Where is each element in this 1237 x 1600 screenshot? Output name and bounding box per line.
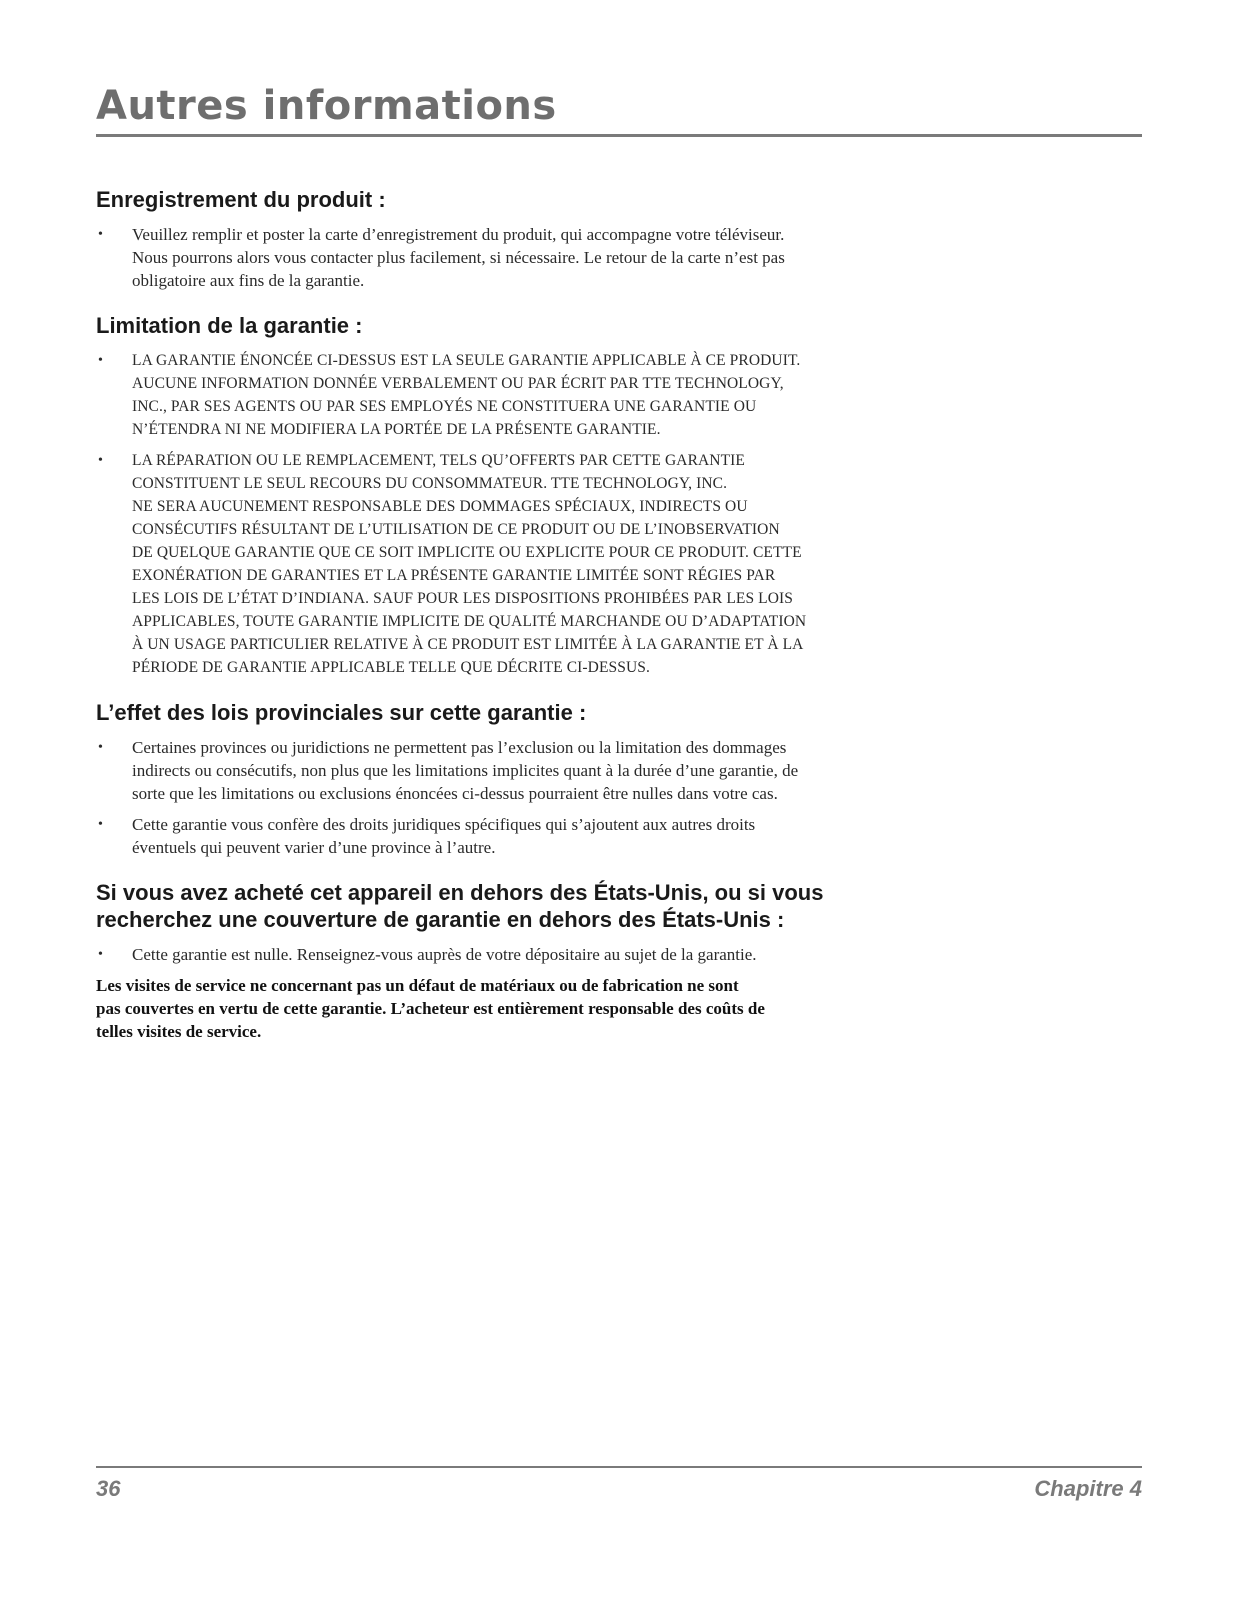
bullet-list [96,349,1056,679]
list-item-text: LA RÉPARATION OU LE REMPLACEMENT, TELS QU’OFFERTS PAR CETTE GARANTIE CONSTITUENT LE SEUL RECOURS DU CONSOMMATEUR. TTE TECHNOLOGY, INC. NE SERA AUCUNEMENT RESPONSABLE DES DOMMAGES SPÉCIAUX, INDIRECTS OU CONSÉCUTIFS RÉSULTANT DE L’UTILISATION DE CE PRODUIT OU DE L’INOBSERVATION DE QUELQUE GARANTIE QUE CE SOIT IMPLICITE OU EXPLICITE POUR CE PRODUIT. CETTE EXONÉRATION DE GARANTIES ET LA PRÉSENTE GARANTIE LIMITÉE SONT RÉGIES PAR LES LOIS DE L’ÉTAT D’INDIANA. SAUF POUR LES DISPOSITIONS PROHIBÉES PAR LES LOIS APPLICABLES, TOUTE GARANTIE IMPLICITE DE QUALITÉ MARCHANDE OU D’ADAPTATION À UN USAGE PARTICULIER RELATIVE À CE PRODUIT EST LIMITÉE À LA GARANTIE ET À LA PÉRIODE DE GARANTIE APPLICABLE TELLE QUE DÉCRITE CI-DESSUS. [132,452,807,676]
main-content [96,186,1056,1043]
bullet-list [96,223,1056,292]
section-outside-us [96,879,1056,966]
bullet-icon: • [98,947,103,962]
footer-divider [96,1466,1142,1468]
list-item-text: Certaines provinces ou juridictions ne permettent pas l’exclusion ou la limitation des dommages indirects ou consécutifs, non plus que les limitations implicites quant à la durée d’une garantie, de sorte que les limitations ou exclusions énoncées ci-dessus pourraient être nulles dans votre cas. [132,738,799,803]
list-item-text: Cette garantie vous confère des droits juridiques spécifiques qui s’ajoutent aux autres droits éventuels qui peuvent varier d’une province à l’autre. [132,815,756,857]
page-title: Autres informations [96,83,557,129]
bullet-icon: • [98,453,103,468]
section-heading: Limitation de la garantie : [96,313,363,338]
list-item [96,736,1056,805]
bullet-icon: • [98,353,103,368]
list-item-text: LA GARANTIE ÉNONCÉE CI-DESSUS EST LA SEULE GARANTIE APPLICABLE À CE PRODUIT. AUCUNE INFORMATION DONNÉE VERBALEMENT OU PAR ÉCRIT PAR TTE TECHNOLOGY, INC., PAR SES AGENTS OU PAR SES EMPLOYÉS NE CONSTITUERA UNE GARANTIE OU N’ÉTENDRA NI NE MODIFIERA LA PORTÉE DE LA PRÉSENTE GARANTIE. [132,352,801,438]
list-item-text: Cette garantie est nulle. Renseignez-vous auprès de votre dépositaire au sujet de la garantie. [132,945,757,964]
list-item [96,813,1056,859]
list-item [96,223,1056,292]
page-number: 36 [96,1476,121,1501]
section-warranty-limitation [96,312,1056,679]
title-divider [96,134,1142,137]
list-item [96,943,1056,966]
list-item-text: Veuillez remplir et poster la carte d’enregistrement du produit, qui accompagne votre téléviseur. Nous pourrons alors vous contacter plus facilement, si nécessaire. Le retour de la carte n’est pas obligatoire aux fins de la garantie. [132,225,785,290]
section-heading: Si vous avez acheté cet appareil en dehors des États-Unis, ou si vous recherchez une couverture de garantie en dehors des États-Unis : [96,880,824,932]
service-visit-note: Les visites de service ne concernant pas un défaut de matériaux ou de fabrication ne sont pas couvertes en vertu de cette garantie. L’acheteur est entièrement responsable des coûts de telles visites de service. [96,976,765,1041]
section-product-registration [96,186,1056,292]
section-heading: Enregistrement du produit : [96,187,386,212]
section-provincial-laws [96,699,1056,859]
bullet-icon: • [98,740,103,755]
bullet-list [96,736,1056,859]
bullet-list [96,943,1056,966]
list-item [96,349,1056,441]
bullet-icon: • [98,227,103,242]
bullet-icon: • [98,817,103,832]
section-heading: L’effet des lois provinciales sur cette garantie : [96,700,587,725]
list-item [96,449,1056,679]
chapter-label: Chapitre 4 [1034,1476,1142,1501]
